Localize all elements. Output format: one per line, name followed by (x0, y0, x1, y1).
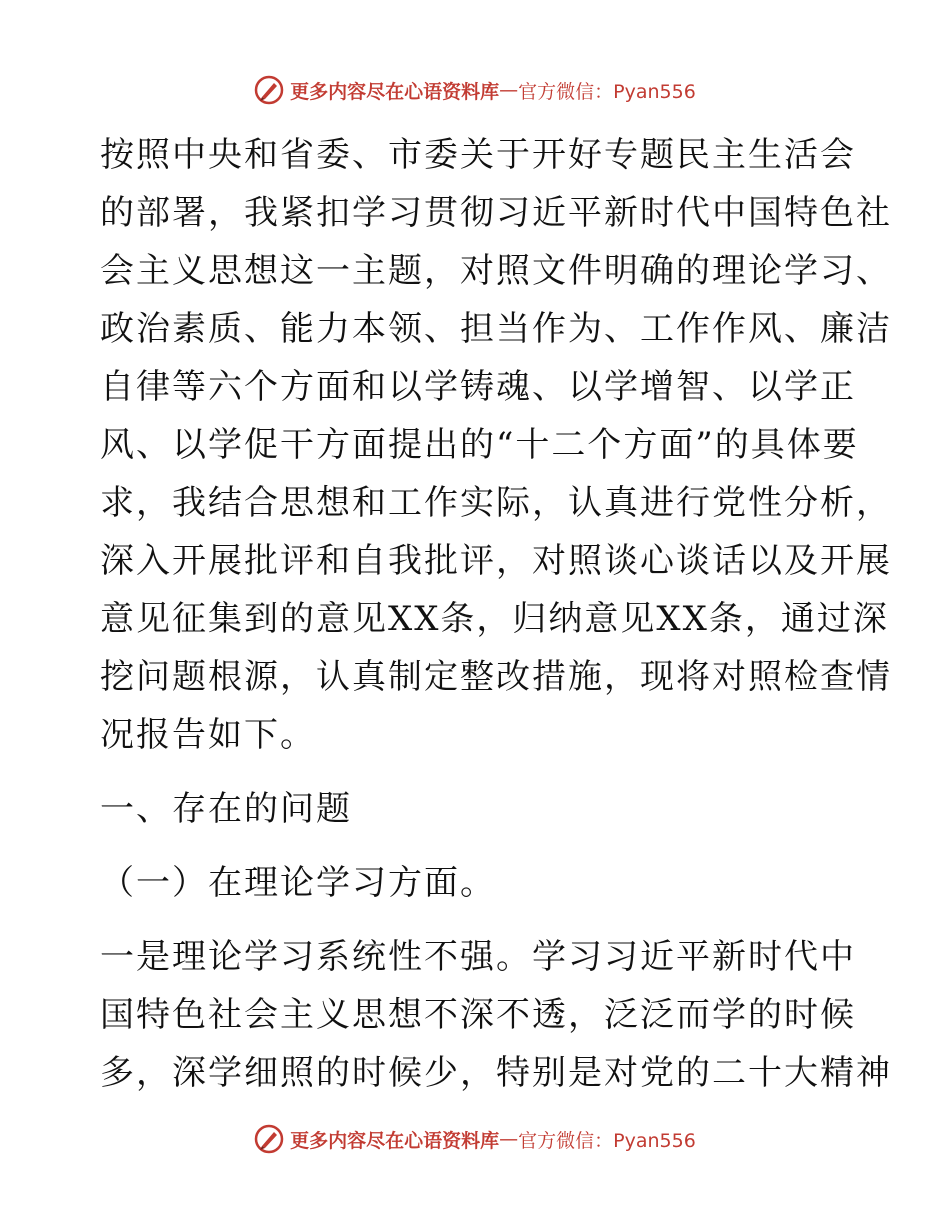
intro-line: 深入开展批评和自我批评，对照谈心谈话以及开展 (100, 541, 892, 581)
intro-line: 挖问题根源，认真制定整改措施，现将对照检查情 (100, 657, 892, 697)
watermark-main-text: 更多内容尽在心语资料库 (290, 80, 500, 103)
intro-line: 意见征集到的意见XX条，归纳意见XX条，通过深 (100, 599, 889, 639)
intro-line: 求，我结合思想和工作实际，认真进行党性分析， (100, 483, 892, 523)
watermark-separator: — (499, 79, 519, 101)
paragraph-line: 多，深学细照的时候少，特别是对党的二十大精神 (100, 1053, 892, 1093)
intro-line: 风、以学促干方面提出的“十二个方面”的具体要 (100, 425, 859, 465)
watermark-main-text: 更多内容尽在心语资料库 (290, 1129, 500, 1152)
watermark-footer (0, 1119, 950, 1159)
paragraph-line: 国特色社会主义思想不深不透，泛泛而学的时候 (100, 995, 856, 1035)
document-body (100, 126, 892, 1102)
intro-line: 的部署，我紧扣学习贯彻习近平新时代中国特色社 (100, 193, 892, 233)
intro-line: 按照中央和省委、市委关于开好专题民主生活会 (100, 135, 856, 175)
intro-line: 自律等六个方面和以学铸魂、以学增智、以学正 (100, 367, 856, 407)
subsection-heading: （一）在理论学习方面。 (100, 863, 496, 903)
section-heading: 一、存在的问题 (100, 789, 352, 829)
paragraph-line: 一是理论学习系统性不强。学习习近平新时代中 (100, 937, 856, 977)
pen-logo-icon (254, 1124, 284, 1154)
intro-line: 会主义思想这一主题，对照文件明确的理论学习、 (100, 251, 892, 291)
intro-line: 政治素质、能力本领、担当作为、工作作风、廉洁 (100, 309, 892, 349)
pen-logo-icon (254, 75, 284, 105)
watermark-wechat-text: 官方微信：Pyan556 (518, 80, 696, 103)
watermark-wechat-text: 官方微信：Pyan556 (518, 1129, 696, 1152)
watermark-header (0, 70, 950, 110)
intro-line: 况报告如下。 (100, 715, 316, 755)
watermark-separator: — (499, 1128, 519, 1150)
